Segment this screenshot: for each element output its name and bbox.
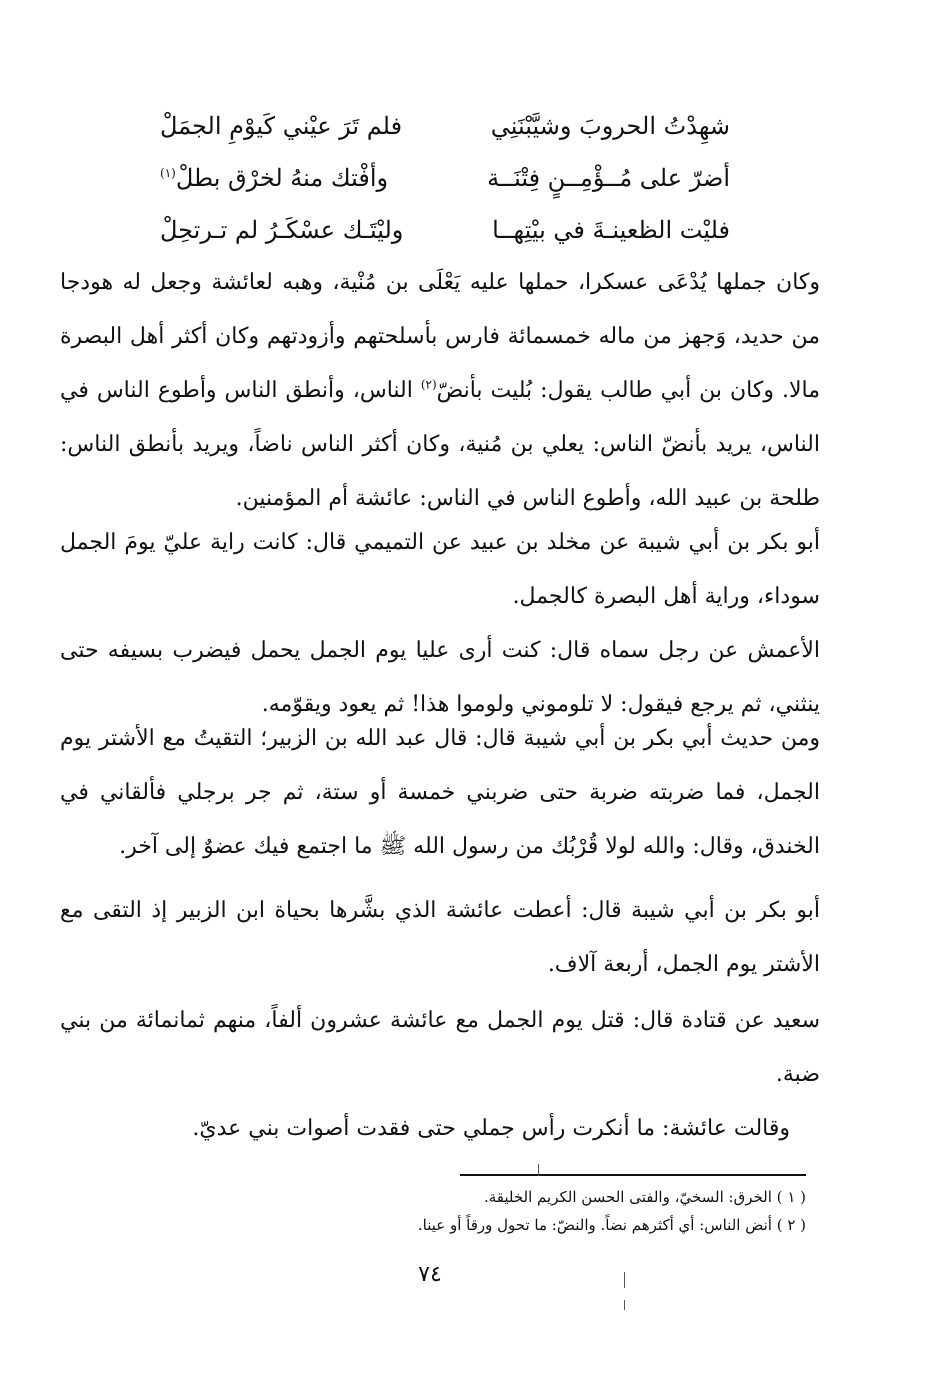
- verse-second-hemistich: [160, 164, 388, 192]
- paragraph-amash: الأعمش عن رجل سماه قال: كنت أرى عليا يوم الجمل يحمل فيضرب بسيفه حتى ينثني، ثم يرجع فيقول: لا تلوموني ولوموا هذا! ثم يعود ويقوّمه.: [60, 638, 820, 717]
- verse-second-hemistich-text: وأفْتك منهُ لخرْق بطلْ: [175, 164, 389, 192]
- paragraph-banner: أبو بكر بن أبي شيبة عن مخلد بن عبيد عن التميمي قال: كانت راية عليّ يومَ الجمل سوداء، وراية أهل البصرة كالجمل.: [60, 530, 820, 609]
- footnote-2: ( ٢ ) أنض الناس: أي أكثرهم نضاً. والنضّ: ما تحول ورقاً أو عينا.: [417, 1216, 806, 1234]
- poem-verse: [160, 152, 730, 204]
- paragraph-qatada: سعيد عن قتادة قال: قتل يوم الجمل مع عائشة عشرون ألفاً، منهم ثمانمائة من بني ضبة.: [60, 1008, 820, 1087]
- poem-verse: [160, 204, 730, 256]
- paragraph-reward: أبو بكر بن أبي شيبة قال: أعطت عائشة الذي بشَّرها بحياة ابن الزبير إذ التقى مع الأشتر يوم الجمل، أربعة آلاف.: [60, 898, 820, 977]
- verse-first-hemistich: شهِدْتُ الحروبَ وشيَّبْنَنِي: [490, 112, 730, 140]
- verse-second-hemistich: فلم تَرَ عيْني كَيوْمِ الجمَلْ: [160, 112, 403, 140]
- paragraph-aisha-quote: وقالت عائشة: ما أنكرت رأس جملي حتى فقدت أصوات بني عديّ.: [192, 1116, 790, 1141]
- verse-second-hemistich: وليْتَـك عسْكَـرُ لم تـرتحِلْ: [160, 216, 404, 244]
- poem: [160, 100, 730, 256]
- scan-mark: [538, 1164, 539, 1176]
- poem-verse: [160, 100, 730, 152]
- footnote-ref: (٢): [420, 377, 437, 392]
- paragraph-text: الناس، وأنطق الناس وأطوع الناس في الناس، يريد بأنضّ الناس: يعلي بن مُنية، وكان أكثر الناس ناضاً، ويريد بأنطق الناس: طلحة بن عبيد الله، وأطوع الناس في الناس: عائشة أم المؤمنين.: [60, 378, 820, 511]
- verse-first-hemistich: أضرّ على مُــؤْمِــنٍ فِتْنَــة: [487, 164, 730, 192]
- scan-mark: [624, 1300, 625, 1310]
- verse-first-hemistich: فليْت الظعينـةَ في بيْتِهــا: [492, 216, 730, 244]
- paragraph-camel-askar: [60, 256, 820, 526]
- footnote-ref: (١): [160, 166, 176, 180]
- paragraph-text: وكان جملها يُدْعَى عسكرا، حملها عليه يَعْلَى بن مُنْية، وهبه لعائشة وجعل له هودجا من حديد، وَجهز من ماله خمسمائة فارس بأسلحتهم وأزودتهم وكان أكثر أهل البصرة مالا. وكان بن أبي طالب يقول: بُليت بأنضّ: [60, 270, 820, 403]
- footnote-divider: [460, 1174, 806, 1176]
- scan-mark: [624, 1272, 625, 1288]
- paragraph-ibn-zubair: ومن حديث أبي بكر بن أبي شيبة قال: قال عبد الله بن الزبير؛ التقيتُ مع الأشتر يوم الجمل، فما ضربته ضربة حتى ضربني خمسة أو ستة، ثم جر برجلي فألقاني في الخندق، وقال: والله لولا قُرْبُك من رسول الله ﷺ ما اجتمع فيك عضوٌ إلى آخر.: [60, 726, 820, 859]
- page-number: ٧٤: [418, 1262, 442, 1287]
- footnote-1: ( ١ ) الخرق: السخيّ، والفتى الحسن الكريم الخليقة.: [483, 1188, 806, 1206]
